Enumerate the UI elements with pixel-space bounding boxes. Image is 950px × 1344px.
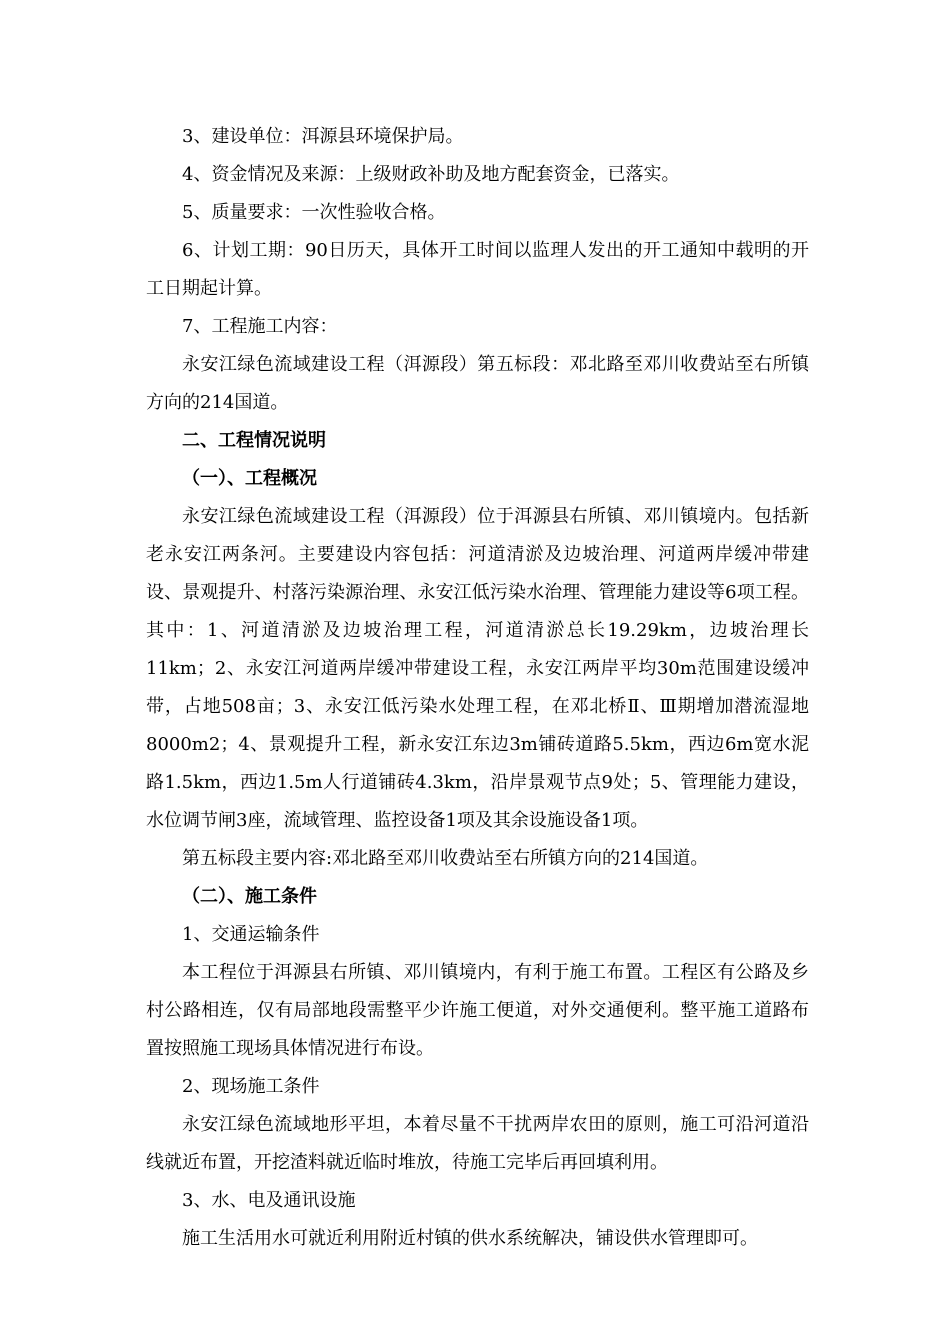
item-scope-heading: 7、工程施工内容： [182, 316, 338, 337]
transport-paragraph: 本工程位于洱源县右所镇、邓川镇境内，有利于施工布置。工程区有公路及乡村公路相连，仅有局部地段需整平少许施工便道，对外交通便利。整平施工道路布置按照施工现场具体情况进行布设。 [146, 962, 809, 1059]
section5-content: 第五标段主要内容:邓北路至邓川收费站至右所镇方向的214国道。 [182, 848, 709, 869]
subsection-heading-conditions: （二）、施工条件 [182, 886, 317, 907]
site-conditions-paragraph: 永安江绿色流域地形平坦，本着尽量不干扰两岸农田的原则，施工可沿河道沿线就近布置，开挖渣料就近临时堆放，待施工完毕后再回填利用。 [146, 1114, 809, 1173]
subsection-heading-overview: （一）、工程概况 [182, 468, 317, 489]
item-scope-text: 永安江绿色流域建设工程（洱源段）第五标段：邓北路至邓川收费站至右所镇方向的214国道。 [146, 354, 809, 413]
item-quality: 5、质量要求：一次性验收合格。 [182, 202, 446, 223]
utilities-paragraph: 施工生活用水可就近利用附近村镇的供水系统解决，铺设供水管理即可。 [182, 1228, 758, 1249]
heading-transport: 1、交通运输条件 [182, 924, 320, 945]
heading-site-conditions: 2、现场施工条件 [182, 1076, 320, 1097]
item-funding: 4、资金情况及来源：上级财政补助及地方配套资金，已落实。 [182, 164, 680, 185]
heading-utilities: 3、水、电及通讯设施 [182, 1190, 356, 1211]
item-construction-unit: 3、建设单位：洱源县环境保护局。 [182, 126, 464, 147]
document-page [146, 118, 809, 1258]
item-schedule: 6、计划工期：90日历天，具体开工时间以监理人发出的开工通知中载明的开工日期起计算。 [146, 240, 809, 299]
section-heading-project-description: 二、工程情况说明 [182, 430, 326, 451]
overview-paragraph: 永安江绿色流域建设工程（洱源段）位于洱源县右所镇、邓川镇境内。包括新老永安江两条河。主要建设内容包括：河道清淤及边坡治理、河道两岸缓冲带建设、景观提升、村落污染源治理、永安江低污染水治理、管理能力建设等6项工程。其中：1、河道清淤及边坡治理工程，河道清淤总长19.29km，边坡治理长11km；2、永安江河道两岸缓冲带建设工程，永安江两岸平均30m范围建设缓冲带，占地508亩；3、永安江低污染水处理工程，在邓北桥Ⅱ、Ⅲ期增加潜流湿地8000m2；4、景观提升工程，新永安江东边3m铺砖道路5.5km，西边6m宽水泥路1.5km，西边1.5m人行道铺砖4.3km，沿岸景观节点9处；5、管理能力建设，水位调节闸3座，流域管理、监控设备1项及其余设施设备1项。 [146, 506, 809, 831]
